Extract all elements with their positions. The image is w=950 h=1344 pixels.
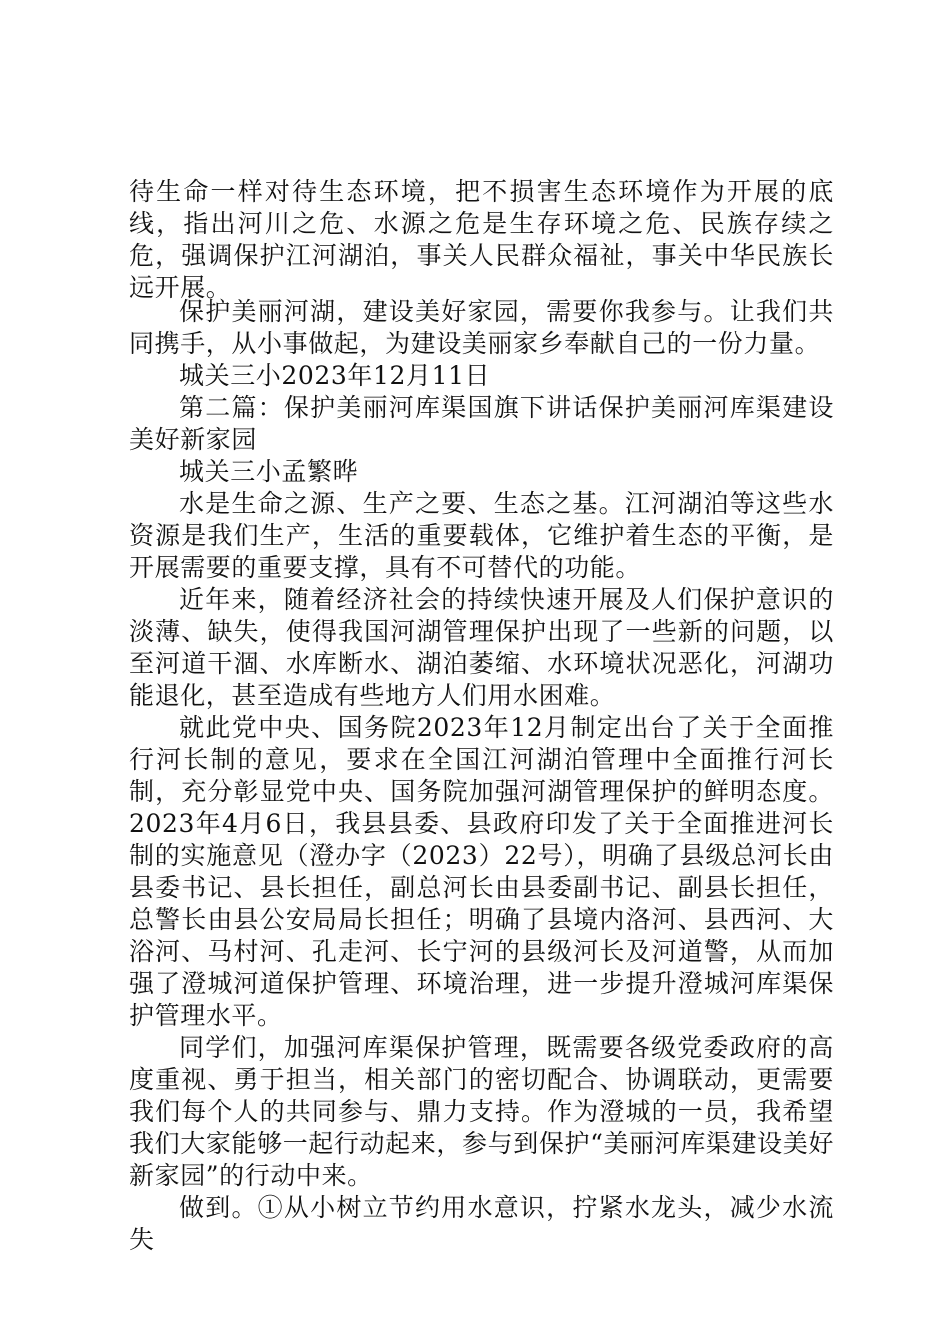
text-section-2 (129, 296, 834, 1256)
paragraph-appeal-to-students: 同学们，加强河库渠保护管理，既需要各级党委政府的高度重视、勇于担当，相关部门的密切配合、协调联动，更需要我们每个人的共同参与、鼎力支持。作为澄城的一员，我希望我们大家能够一起行动起来，参与到保护“美丽河库渠建设美好新家园”的行动中来。 (129, 1033, 834, 1190)
paragraph-call-to-action: 保护美丽河湖，建设美好家园，需要你我参与。让我们共同携手，从小事做起，为建设美丽家乡奉献自己的一份力量。 (129, 297, 834, 358)
paragraph-continuation: 待生命一样对待生态环境，把不损害生态环境作为开展的底线，指出河川之危、水源之危是生存环境之危、民族存续之危，强调保护江河湖泊，事关人民群众福祉，事关中华民族长远开展。 (129, 177, 834, 302)
text-section-1 (129, 176, 834, 304)
chapter-heading: 第二篇：保护美丽河库渠国旗下讲话保护美丽河库渠建设美好新家园 (129, 393, 834, 454)
paragraph-actions: 做到。①从小树立节约用水意识，拧紧水龙头，减少水流失 (129, 1193, 834, 1254)
author-line: 城关三小孟繁晔 (179, 457, 359, 486)
paragraph-river-chief-policy: 就此党中央、国务院2023年12月制定出台了关于全面推行河长制的意见，要求在全国江河湖泊管理中全面推行河长制，充分彰显党中央、国务院加强河湖管理保护的鲜明态度。2023年4月6日，我县县委、县政府印发了关于全面推进河长制的实施意见（澄办字（2023）22号），明确了县级总河长由县委书记、县长担任，副总河长由县委副书记、副县长担任，总警长由县公安局局长担任；明确了县境内洛河、县西河、大浴河、马村河、孔走河、长宁河的县级河长及河道警，从而加强了澄城河道保护管理、环境治理，进一步提升澄城河库渠保护管理水平。 (129, 713, 834, 1030)
signature-date-line: 城关三小2023年12月11日 (179, 361, 491, 390)
paragraph-water-importance: 水是生命之源、生产之要、生态之基。江河湖泊等这些水资源是我们生产，生活的重要载体，它维护着生态的平衡，是开展需要的重要支撑，具有不可替代的功能。 (129, 489, 834, 582)
paragraph-recent-problems: 近年来，随着经济社会的持续快速开展及人们保护意识的淡薄、缺失，使得我国河湖管理保护出现了一些新的问题，以至河道干涸、水库断水、湖泊萎缩、水环境状况恶化，河湖功能退化，甚至造成有些地方人们用水困难。 (129, 585, 834, 710)
